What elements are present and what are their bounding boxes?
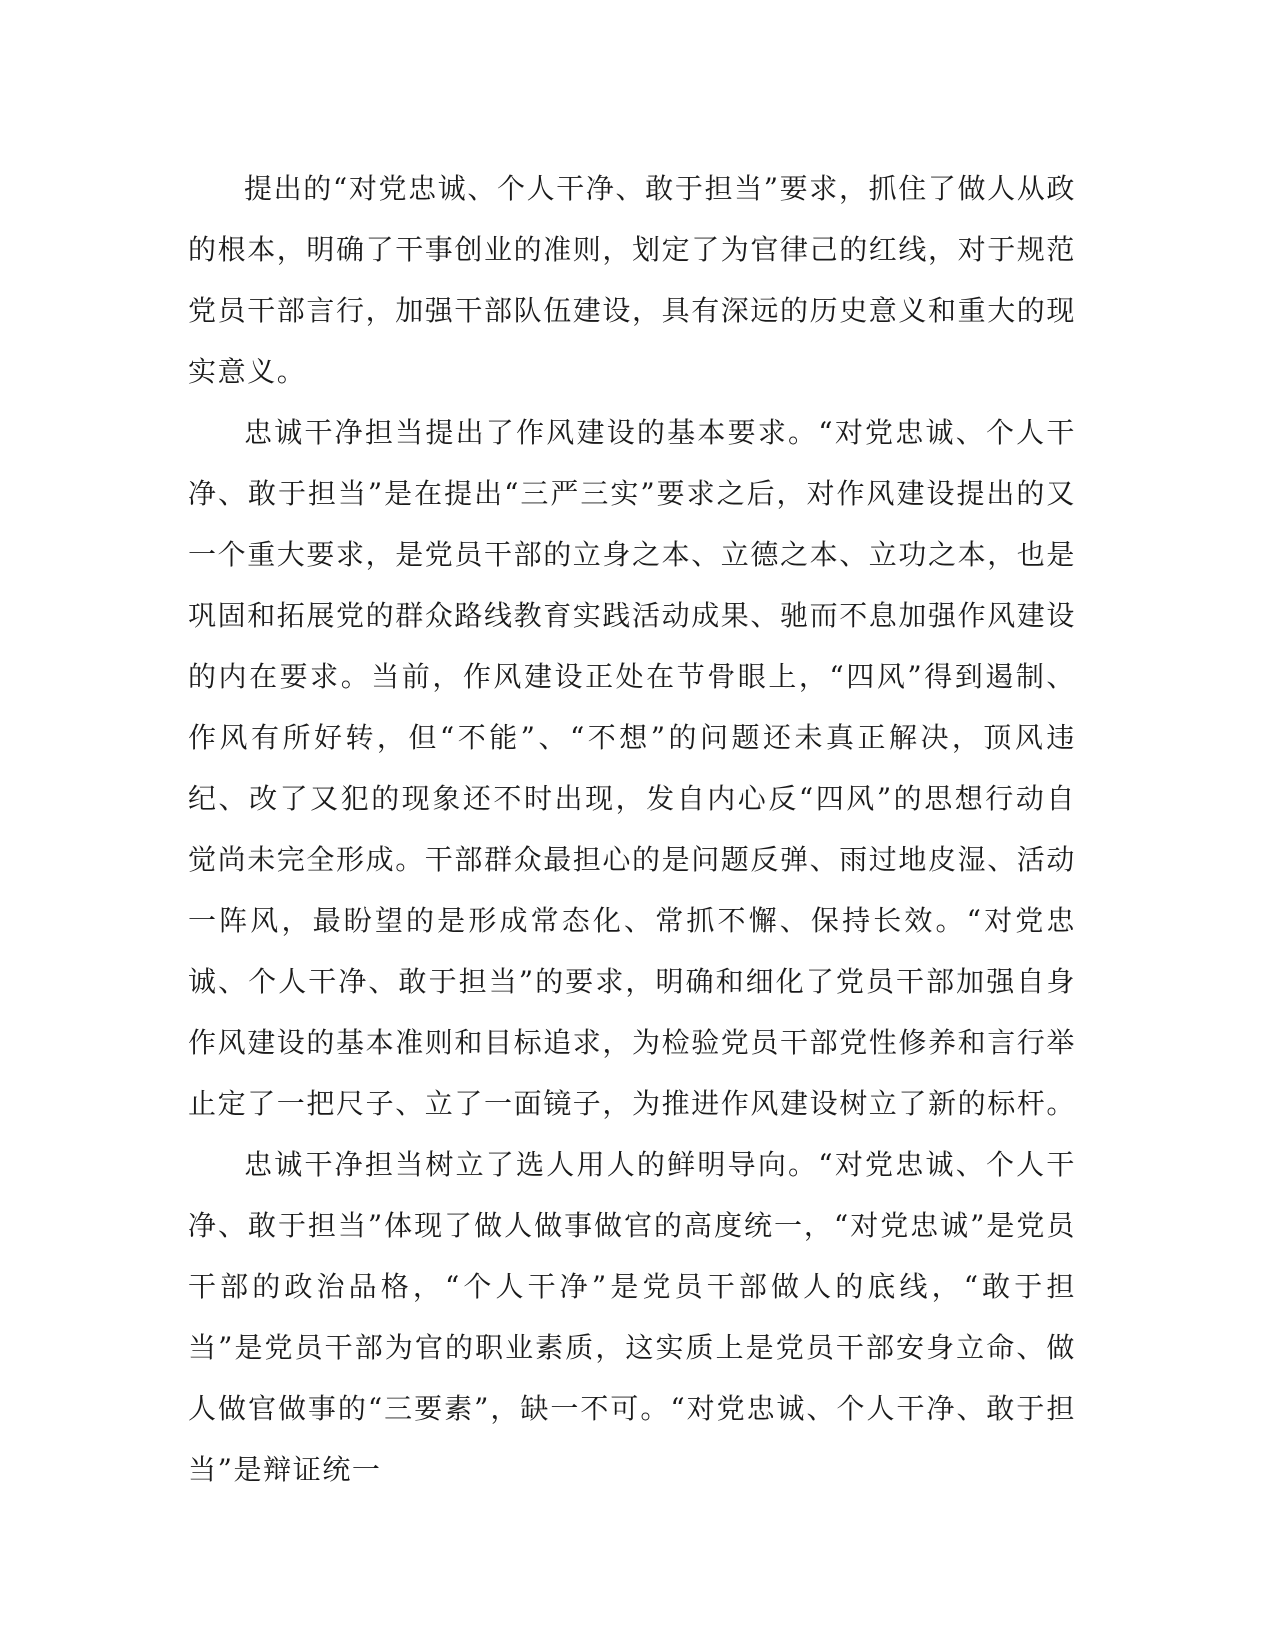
paragraph-1: 提出的“对党忠诚、个人干净、敢于担当”要求，抓住了做人从政的根本，明确了干事创业的准则，划定了为官律己的红线，对于规范党员干部言行，加强干部队伍建设，具有深远的历史意义和重大的现实意义。 [188,172,1077,388]
paragraph-3: 忠诚干净担当树立了选人用人的鲜明导向。“对党忠诚、个人干净、敢于担当”体现了做人做事做官的高度统一，“对党忠诚”是党员干部的政治品格，“个人干净”是党员干部做人的底线，“敢于担当”是党员干部为官的职业素质，这实质上是党员干部安身立命、做人做官做事的“三要素”，缺一不可。“对党忠诚、个人干净、敢于担当”是辩证统一 [188,1148,1076,1486]
body-text [188,158,1076,1500]
paragraph-2: 忠诚干净担当提出了作风建设的基本要求。“对党忠诚、个人干净、敢于担当”是在提出“三严三实”要求之后，对作风建设提出的又一个重大要求，是党员干部的立身之本、立德之本、立功之本，也是巩固和拓展党的群众路线教育实践活动成果、驰而不息加强作风建设的内在要求。当前，作风建设正处在节骨眼上，“四风”得到遏制、作风有所好转，但“不能”、“不想”的问题还未真正解决，顶风违纪、改了又犯的现象还不时出现，发自内心反“四风”的思想行动自觉尚未完全形成。干部群众最担心的是问题反弹、雨过地皮湿、活动一阵风，最盼望的是形成常态化、常抓不懈、保持长效。“对党忠诚、个人干净、敢于担当”的要求，明确和细化了党员干部加强自身作风建设的基本准则和目标追求，为检验党员干部党性修养和言行举止定了一把尺子、立了一面镜子，为推进作风建设树立了新的标杆。 [188,416,1077,1120]
